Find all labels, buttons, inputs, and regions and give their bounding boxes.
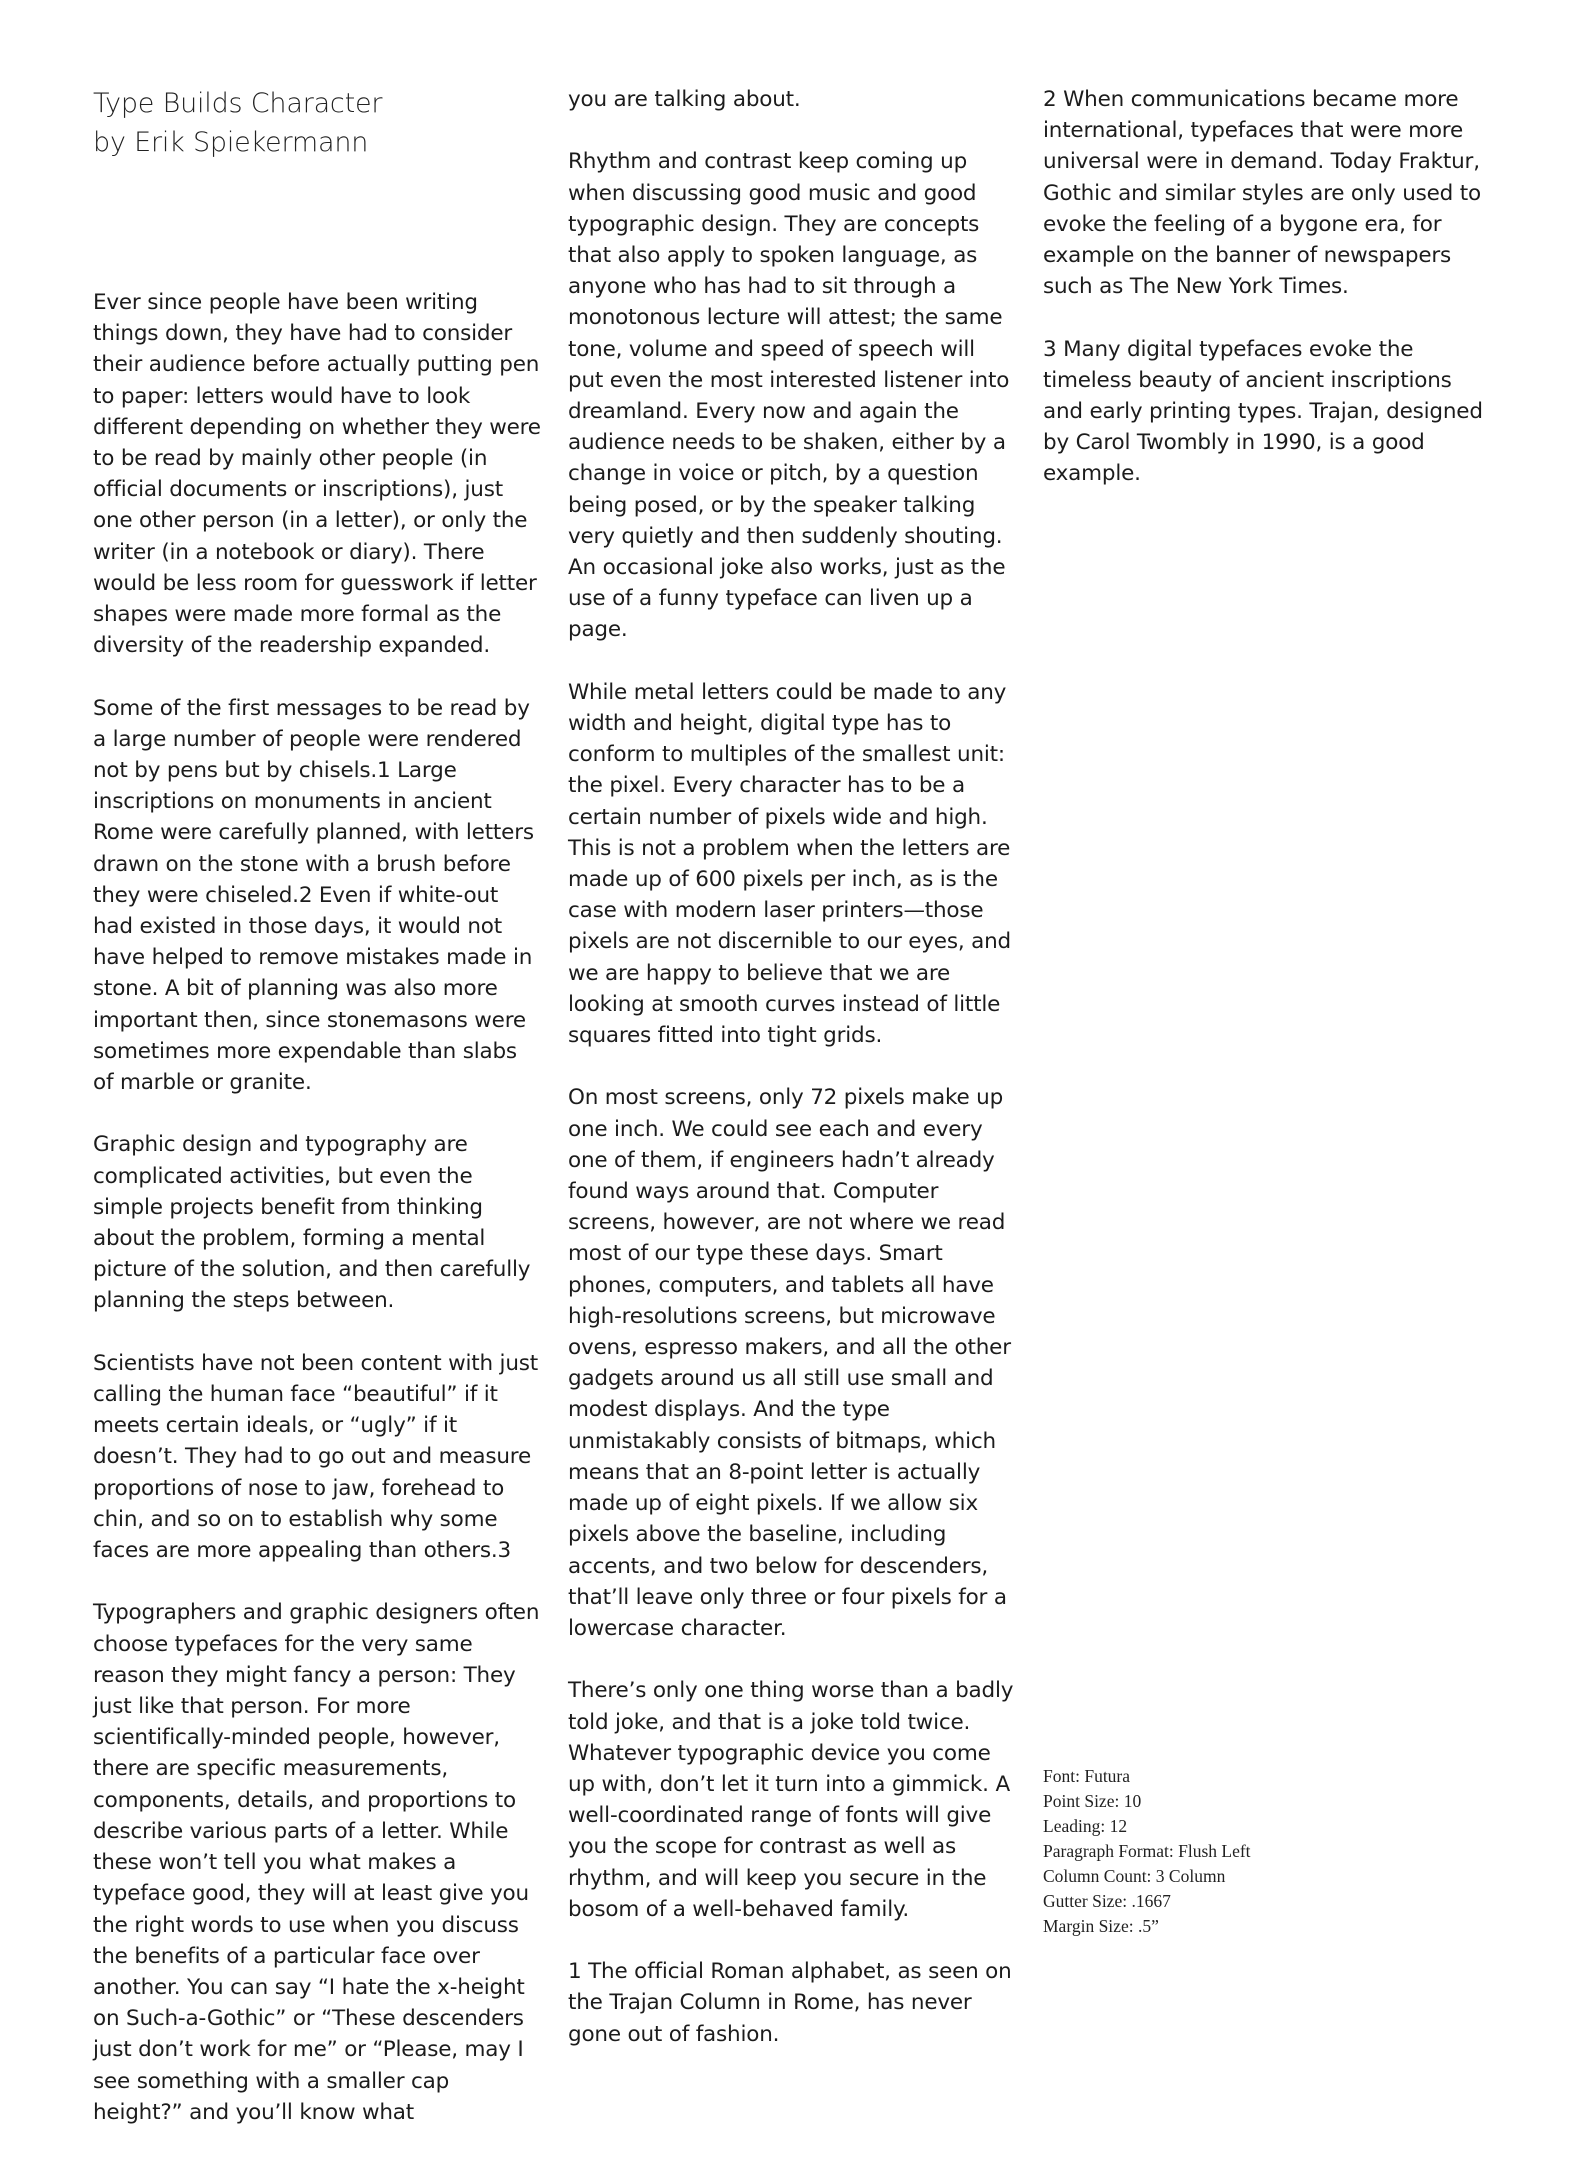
- column-3: [1043, 84, 1493, 521]
- spec-column-count: Column Count: 3 Column: [1043, 1866, 1226, 1886]
- paragraph: There’s only one thing worse than a badly told joke, and that is a joke told twice. Whatever typographic device you come up with, don’t let it turn into a gimmick. A well-coordinated range of fonts will give you the scope for contrast as well as rhythm, and will keep you secure in the bosom of a well-behaved family.: [568, 1678, 1014, 1922]
- spec-gutter-size: Gutter Size: .1667: [1043, 1891, 1171, 1911]
- spec-margin-size: Margin Size: .5”: [1043, 1916, 1159, 1936]
- spec-leading: Leading: 12: [1043, 1816, 1128, 1836]
- column-1: [93, 84, 543, 2159]
- footnote-3: 3 Many digital typefaces evoke the timeless beauty of ancient inscriptions and early printing types. Trajan, designed by Carol Twombly in 1990, is a good example.: [1043, 336, 1483, 487]
- paragraph: Scientists have not been content with just calling the human face “beautiful” if it meets certain ideals, or “ugly” if it doesn’t. They had to go out and measure proportions of nose to jaw, forehead to chin, and so on to establish why some faces are more appealing than others.3: [93, 1350, 538, 1564]
- article-title: Type Builds Character: [93, 88, 383, 119]
- paragraph: Ever since people have been writing things down, they have had to consider their audience before actually putting pen to paper: letters would have to look different depending on whether they were to be read by mainly other people (in official documents or inscriptions), just one other person (in a letter), or only the writer (in a notebook or diary). There would be less room for guesswork if letter shapes were made more formal as the diversity of the readership expanded.: [93, 290, 541, 659]
- spec-font: Font: Futura: [1043, 1766, 1131, 1786]
- paragraph: Typographers and graphic designers often choose typefaces for the very same reason they might fancy a person: They just like that person. For more scientifically-minded people, however, there are specific measurements, components, details, and proportions to describe various parts of a letter. While these won’t tell you what makes a typeface good, they will at least give you the right words to use when you discuss the benefits of a particular face over another. You can say “I hate the x-height on Such-a-Gothic” or “These descenders just don’t work for me” or “Please, may I see something with a smaller cap height?” and you’ll know what: [93, 1600, 540, 2125]
- type-specs: [1043, 1764, 1463, 1939]
- paragraph: Some of the first messages to be read by a large number of people were rendered not by pens but by chisels.1 Large inscriptions on monuments in ancient Rome were carefully planned, with letters drawn on the stone with a brush before they were chiseled.2 Even if white-out had existed in those days, it would not have helped to remove mistakes made in stone. A bit of planning was also more important then, since stonemasons were sometimes more expendable than slabs of marble or granite.: [93, 695, 534, 1096]
- title-block: [93, 84, 543, 287]
- column-2: [568, 84, 1016, 2081]
- paragraph: you are talking about.: [568, 87, 801, 112]
- paragraph: Graphic design and typography are complicated activities, but even the simple projects benefit from thinking about the problem, forming a mental picture of the solution, and then carefully planning the steps between.: [93, 1132, 531, 1314]
- paragraph: While metal letters could be made to any width and height, digital type has to conform to multiples of the smallest unit: the pixel. Every character has to be a certain number of pixels wide and high. This is not a problem when the letters are made up of 600 pixels per inch, as is the case with modern laser printers—those pixels are not discernible to our eyes, and we are happy to believe that we are looking at smooth curves instead of little squares fitted into tight grids.: [568, 679, 1011, 1049]
- article-byline: by Erik Spiekermann: [93, 127, 369, 158]
- spec-point-size: Point Size: 10: [1043, 1791, 1142, 1811]
- footnote-2: 2 When communications became more international, typefaces that were more universal were in demand. Today Fraktur, Gothic and similar styles are only used to evoke the feeling of a bygone era, for example on the banner of newspapers such as The New York Times.: [1043, 87, 1481, 300]
- paragraph: On most screens, only 72 pixels make up one inch. We could see each and every one of them, if engineers hadn’t already found ways around that. Computer screens, however, are not where we read most of our type these days. Smart phones, computers, and tablets all have high-resolutions screens, but microwave ovens, espresso makers, and all the other gadgets around us all still use small and modest displays. And the type unmistakably consists of bitmaps, which means that an 8-point letter is actually made up of eight pixels. If we allow six pixels above the baseline, including accents, and two below for descenders, that’ll leave only three or four pixels for a lowercase character.: [568, 1085, 1011, 1641]
- spec-paragraph-format: Paragraph Format: Flush Left: [1043, 1841, 1251, 1861]
- footnote-1: 1 The official Roman alphabet, as seen on the Trajan Column in Rome, has never gone out of fashion.: [568, 1959, 1012, 2047]
- paragraph: Rhythm and contrast keep coming up when discussing good music and good typographic design. They are concepts that also apply to spoken language, as anyone who has had to sit through a monotonous lecture will attest; the same tone, volume and speed of speech will put even the most interested listener into dreamland. Every now and again the audience needs to be shaken, either by a change in voice or pitch, by a question being posed, or by the speaker talking very quietly and then suddenly shouting. An occasional joke also works, just as the use of a funny typeface can liven up a page.: [568, 149, 1010, 643]
